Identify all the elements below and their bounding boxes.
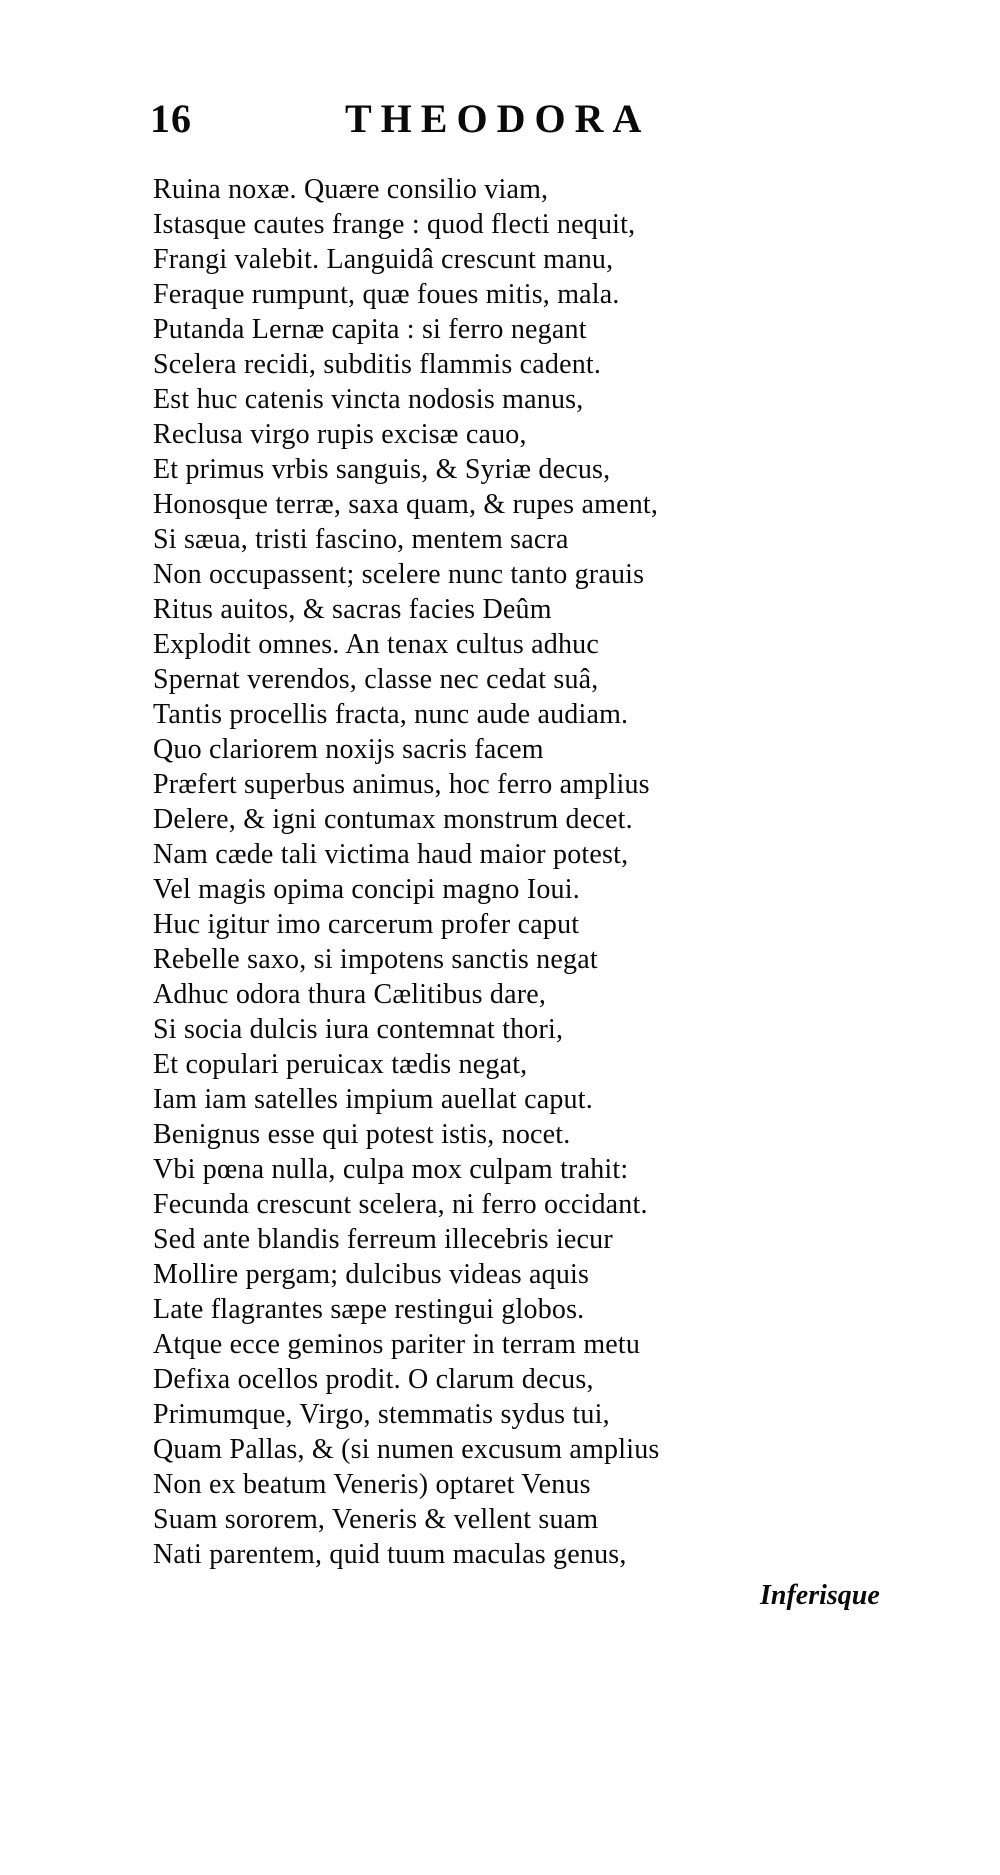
verse-line: Vbi pœna nulla, culpa mox culpam trahit: bbox=[153, 1154, 629, 1185]
verse-line: Huc igitur imo carcerum profer caput bbox=[153, 909, 580, 940]
verse-line: Sed ante blandis ferreum illecebris iecur bbox=[153, 1224, 613, 1255]
verse-line: Reclusa virgo rupis excisæ cauo, bbox=[153, 419, 527, 450]
verse-line: Et primus vrbis sanguis, & Syriæ decus, bbox=[153, 454, 611, 485]
catchword: Inferisque bbox=[760, 1580, 880, 1611]
verse-line: Præfert superbus animus, hoc ferro amplius bbox=[153, 769, 650, 800]
running-title: THEODORA bbox=[345, 96, 651, 141]
verse-line: Explodit omnes. An tenax cultus adhuc bbox=[153, 629, 599, 660]
verse-line: Est huc catenis vincta nodosis manus, bbox=[153, 384, 584, 415]
verse-line: Ruina noxæ. Quære consilio viam, bbox=[153, 174, 549, 205]
verse-line: Istasque cautes frange : quod flecti nequit, bbox=[153, 209, 636, 240]
verse-line: Spernat verendos, classe nec cedat suâ, bbox=[153, 664, 599, 695]
verse-line: Feraque rumpunt, quæ foues mitis, mala. bbox=[153, 279, 620, 310]
verse-line: Non occupassent; scelere nunc tanto grauis bbox=[153, 559, 645, 590]
verse-line: Frangi valebit. Languidâ crescunt manu, bbox=[153, 244, 614, 275]
verse-line: Vel magis opima concipi magno Ioui. bbox=[153, 874, 580, 905]
verse-line: Quo clariorem noxijs sacris facem bbox=[153, 734, 544, 765]
verse-line: Nati parentem, quid tuum maculas genus, bbox=[153, 1539, 627, 1570]
page-header bbox=[150, 95, 710, 145]
verse-line: Primumque, Virgo, stemmatis sydus tui, bbox=[153, 1399, 610, 1430]
verse-line: Adhuc odora thura Cælitibus dare, bbox=[153, 979, 547, 1010]
verse-line: Ritus auitos, & sacras facies Deûm bbox=[153, 594, 552, 625]
verse-line: Mollire pergam; dulcibus videas aquis bbox=[153, 1259, 590, 1290]
verse-line: Si socia dulcis iura contemnat thori, bbox=[153, 1014, 564, 1045]
verse-line: Nam cæde tali victima haud maior potest, bbox=[153, 839, 629, 870]
verse-line: Atque ecce geminos pariter in terram metu bbox=[153, 1329, 641, 1360]
verse-line: Defixa ocellos prodit. O clarum decus, bbox=[153, 1364, 594, 1395]
verse-line: Honosque terræ, saxa quam, & rupes ament, bbox=[153, 489, 659, 520]
page-number: 16 bbox=[150, 96, 192, 141]
verse-line: Suam sororem, Veneris & vellent suam bbox=[153, 1504, 599, 1535]
verse-line: Tantis procellis fracta, nunc aude audiam. bbox=[153, 699, 629, 730]
verse-line: Putanda Lernæ capita : si ferro negant bbox=[153, 314, 587, 345]
verse-line: Iam iam satelles impium auellat caput. bbox=[153, 1084, 593, 1115]
verse-line: Benignus esse qui potest istis, nocet. bbox=[153, 1119, 571, 1150]
verse-line: Si sæua, tristi fascino, mentem sacra bbox=[153, 524, 569, 555]
verse-line: Fecunda crescunt scelera, ni ferro occidant. bbox=[153, 1189, 648, 1220]
verse-line: Et copulari peruicax tædis negat, bbox=[153, 1049, 528, 1080]
verse-line: Non ex beatum Veneris) optaret Venus bbox=[153, 1469, 591, 1500]
verse-line: Rebelle saxo, si impotens sanctis negat bbox=[153, 944, 598, 975]
verse-text bbox=[153, 172, 853, 1572]
verse-line: Scelera recidi, subditis flammis cadent. bbox=[153, 349, 602, 380]
verse-line: Delere, & igni contumax monstrum decet. bbox=[153, 804, 633, 835]
verse-line: Late flagrantes sæpe restingui globos. bbox=[153, 1294, 585, 1325]
verse-line: Quam Pallas, & (si numen excusum amplius bbox=[153, 1434, 660, 1465]
